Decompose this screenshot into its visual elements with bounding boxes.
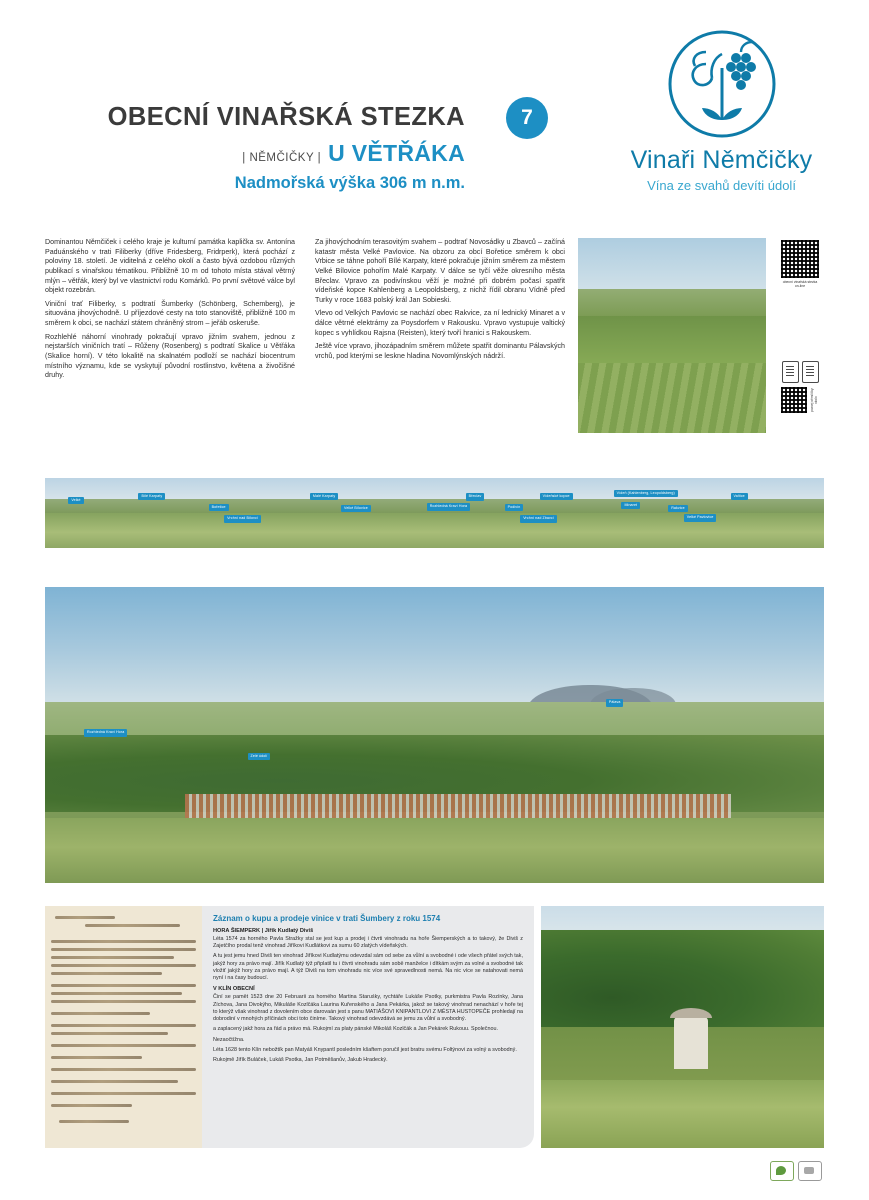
manuscript-line	[51, 1012, 150, 1015]
manuscript-line	[51, 956, 174, 959]
manuscript-line	[51, 1092, 196, 1095]
transcription-title: Záznam o kupu a prodeje vinice v trati Šumbery z roku 1574	[213, 914, 441, 923]
panorama-label: Velké	[68, 497, 83, 505]
vine-logo-icon	[666, 28, 778, 140]
title-subrow	[45, 140, 465, 167]
poster-header	[0, 0, 869, 222]
photo-sky	[578, 238, 766, 289]
qr-icon[interactable]	[781, 240, 819, 278]
panorama-label: Bílé Karpaty	[138, 493, 165, 501]
qr-caption: obecní vinařská stezka on-line	[782, 280, 818, 289]
manuscript-line	[51, 1080, 178, 1083]
footer-logos	[770, 1160, 824, 1182]
paragraph: Dominantou Němčiček i celého kraje je kulturní památka kaplička sv. Antonína Paduánského v trati Filiberky (dříve Fridesberg, Fridrperk), která pochází z poloviny 18. století. Je viditelná z celého okolí a často bývá ozdobou různých publikací s vinařskou tématikou. Přibližně 10 m od tohoto místa stával větrný mlýn – větřák, který byl ve vlastnictví rodu Komárků. Po první světové válce byl objekt rozebrán.	[45, 238, 295, 295]
brand-name: Vinaři Němčičky	[630, 146, 813, 174]
transcription-panel	[202, 906, 534, 1148]
panorama-strip-labeled	[45, 478, 824, 548]
transcription-paragraph: Léta 1574 za horného Pavla Stražky stal se jest kup a prodej i čtvrti vinohradu na hoře Šiemperských a to takový, že Diviš z Zajetčího prodal tenž vinohrad Jiříkovi Kudlátkovi za sumu 60 zlatých vídeňských.	[213, 936, 523, 950]
manuscript-line	[51, 1068, 196, 1071]
transcription-paragraph: Nezaočtížna.	[213, 1036, 245, 1043]
phone-icon	[782, 361, 799, 383]
panorama-label: Zelé údolí	[248, 753, 271, 761]
place-name: U VĚTŘÁKA	[328, 139, 465, 166]
manuscript-line	[85, 924, 180, 927]
qr-code-online[interactable]	[781, 240, 819, 289]
panorama-sky	[45, 587, 824, 702]
title-block	[45, 105, 465, 193]
transcription-heading: V KLÍN OBECNÍ	[213, 986, 255, 993]
manuscript-line	[51, 972, 162, 975]
panorama-label: Velké Bílovice	[341, 505, 371, 513]
panorama-label: Minaret	[621, 502, 640, 510]
chapel-building	[674, 1017, 708, 1069]
manuscript-line	[51, 948, 196, 951]
manuscript-line	[51, 1000, 196, 1003]
manuscript-line	[51, 1056, 142, 1059]
partner-logo-icon	[798, 1161, 822, 1181]
paragraph: Vlevo od Velkých Pavlovic se nachází obec Rakvice, za ní lednický Minaret a v dálce větrné elektrárny za Poysdorfem v Rakousku. Vpravo vystupuje valtický kopec s vyhlídkou Rajsna (Reisten), který tvoří hranici s Rakouskem.	[315, 309, 565, 337]
photo-field-band	[578, 363, 766, 433]
historic-manuscript-image	[45, 906, 202, 1148]
transcription-paragraph: A tu jest jemu hned Diviš ten vinohrad Jiříkovi Kudlatýmu odevzdal sám od sebe za vůlní a svobodné i ode všech přátel svých tak, jakýž hory za právo mají. Jiřík Kudlatý týž připlatil tu i čtvrti vinohradu sám sobě manželce i dítkám svým za volné a svobodné tak vložiť jakýž hory za právo mají. A týž Diviš na tom vinohradu nic více své spravedlnosti nemá. Na nic více se natahovati nemá nyní i na časy budoucí.	[213, 953, 523, 982]
panorama-large	[45, 587, 824, 883]
paragraph: Rozhlehlé náhorní vinohrady pokračují vpravo jižním svahem, jednou z nejstarších viničních tratí – Růženy (Rosenberg) s podtratí Skalice u Větřáka (Skalice horní). V této lokalitě na skalnatém podloží se nachází biocentrum místního významu, kde se vyskytují původní rostlinstvo, květena a živočišné druhy.	[45, 332, 295, 380]
paragraph: Viniční trať Filiberky, s podtratí Šumberky (Schönberg, Schemberg), je situována jihovýchodně. U příjezdové cesty na toto stanoviště, přibližně 100 m směrem k obci, se nachází státem chráněný strom – jeřáb oskeruše.	[45, 299, 295, 328]
brand-tagline: Vína ze svahů devíti údolí	[647, 178, 796, 193]
manuscript-line	[51, 1044, 196, 1047]
phone-icon	[802, 361, 819, 383]
vineyard-photo-top	[578, 238, 766, 433]
qr-caption: poznej němčičky okolo	[810, 388, 819, 412]
panorama-label: Vrchní nad Bílovci	[224, 515, 261, 523]
brand-logo-block	[604, 28, 839, 193]
photo-field-band	[578, 316, 766, 363]
panorama-vineyards	[45, 818, 824, 883]
panorama-label: Rakvice	[668, 505, 687, 513]
eu-program-logo-icon	[770, 1161, 794, 1181]
manuscript-line	[51, 1024, 196, 1027]
panorama-label: Vídeň (Kahlenberg, Leopoldsberg)	[614, 490, 678, 498]
chapel-photo	[541, 906, 824, 1148]
body-text-columns	[45, 238, 565, 385]
qr-icon[interactable]	[781, 387, 807, 413]
manuscript-line	[51, 964, 196, 967]
text-column-right	[315, 238, 565, 385]
panorama-label: Břeclav	[466, 493, 485, 501]
panorama-label: Bořetice	[209, 504, 229, 512]
mobile-app-icon	[781, 360, 819, 384]
panorama-label: Malé Karpaty	[310, 493, 338, 501]
transcription-paragraph: Činí se pamět 1523 dne 20 Februarii za horného Martina Staruśky, rychtáře Lukáše Psotky, purkmistra Pavla Rozínky, Jana Zíchova, Jana Divokýho, Mikuláše Kozlčáka Laurina Kuřenského a Jana Pekárka, jakož se takový vinohrad nenachází v hoře tej to kterýž však vinohrad z dovolením obce darovaán jest s panu MATIÁŠOVI KNIPANTLOVI Z MĚSTA HUSTOPEČE prohledají na dobrodiní v mnohých příčinách obci toto činíme. Takový vinohrad odevzdává se jemu za vůlní a svobodný.	[213, 994, 523, 1023]
manuscript-line	[59, 1120, 129, 1123]
manuscript-line	[55, 916, 115, 919]
page-title: OBECNÍ VINAŘSKÁ STEZKA	[107, 103, 465, 131]
manuscript-line	[51, 992, 182, 995]
panorama-label: Rozhledná Kraví Hora	[84, 729, 127, 737]
village-label: | NĚMČIČKY |	[242, 151, 322, 164]
manuscript-line	[51, 940, 196, 943]
photo-field-band	[578, 289, 766, 316]
paragraph: Ještě více vpravo, jihozápadním směrem můžete spatřit dominantu Pálavských vrchů, pod kterými se leskne hladina Novomlýnských nádrží.	[315, 342, 565, 361]
photo-path	[541, 1080, 824, 1148]
text-column-left	[45, 238, 295, 385]
panorama-label: Vrchní nad Zbavci	[520, 515, 557, 523]
stop-number-badge: 7	[506, 97, 548, 139]
manuscript-line	[51, 1104, 132, 1107]
transcription-paragraph: Léta 1628 tento Klín nebožtík pan Matyáš Knypantl posledním kšaftem poručil jest bratru svému Foltýnovi za volný a svobodný.	[213, 1046, 517, 1053]
altitude-label: Nadmořská výška 306 m n.m.	[234, 173, 465, 192]
paragraph: Za jihovýchodním terasovitým svahem – podtrať Novosádky u Zbavců – začíná katastr města Velké Pavlovice. Na obzoru za obcí Bořetice směrem k obci Vrbice se táhne pohoří Bílé Karpaty, které pokračuje jižním směrem za městem Velké Bílovice pohořím Malé Karpaty. V dálce se tyčí věže okresního města Břeclav. Vpravo za podivínskou věží je možné při dobrém počasí spatřit vídeňské kopce Kahlenberg a Leopoldsberg, z nichž řídil obranu Vídně před Turky v roce 1683 polský král Jan Sobieski.	[315, 238, 565, 304]
panorama-label: Vídeňské kopce	[540, 493, 573, 501]
manuscript-line	[51, 984, 196, 987]
manuscript-line	[51, 1032, 168, 1035]
qr-vertical-group[interactable]	[781, 387, 819, 413]
transcription-paragraph: a zaplacený jakž hora za řád a právo má. Rukojmí za platy pánské Mikoláš Kozlčák a Jan Pekárek Rukouu. Společnou.	[213, 1026, 498, 1033]
qr-code-explore[interactable]	[781, 360, 819, 413]
panorama-label: Podivín	[505, 504, 524, 512]
transcription-paragraph: Rukojmě Jiřík Buláček, Lukáš Psotka, Jan Potměšanův, Jakub Hradecký.	[213, 1057, 388, 1064]
panorama-label: Pálava	[606, 699, 624, 707]
panorama-label: Rozhledná Kraví Hora	[427, 503, 470, 511]
transcription-heading: HORA ŠIEMPERK | Jiřík Kudlatý Diviš	[213, 928, 314, 934]
panorama-label: Valtice	[731, 493, 748, 501]
panorama-label: Velké Pavlovice	[684, 514, 717, 522]
